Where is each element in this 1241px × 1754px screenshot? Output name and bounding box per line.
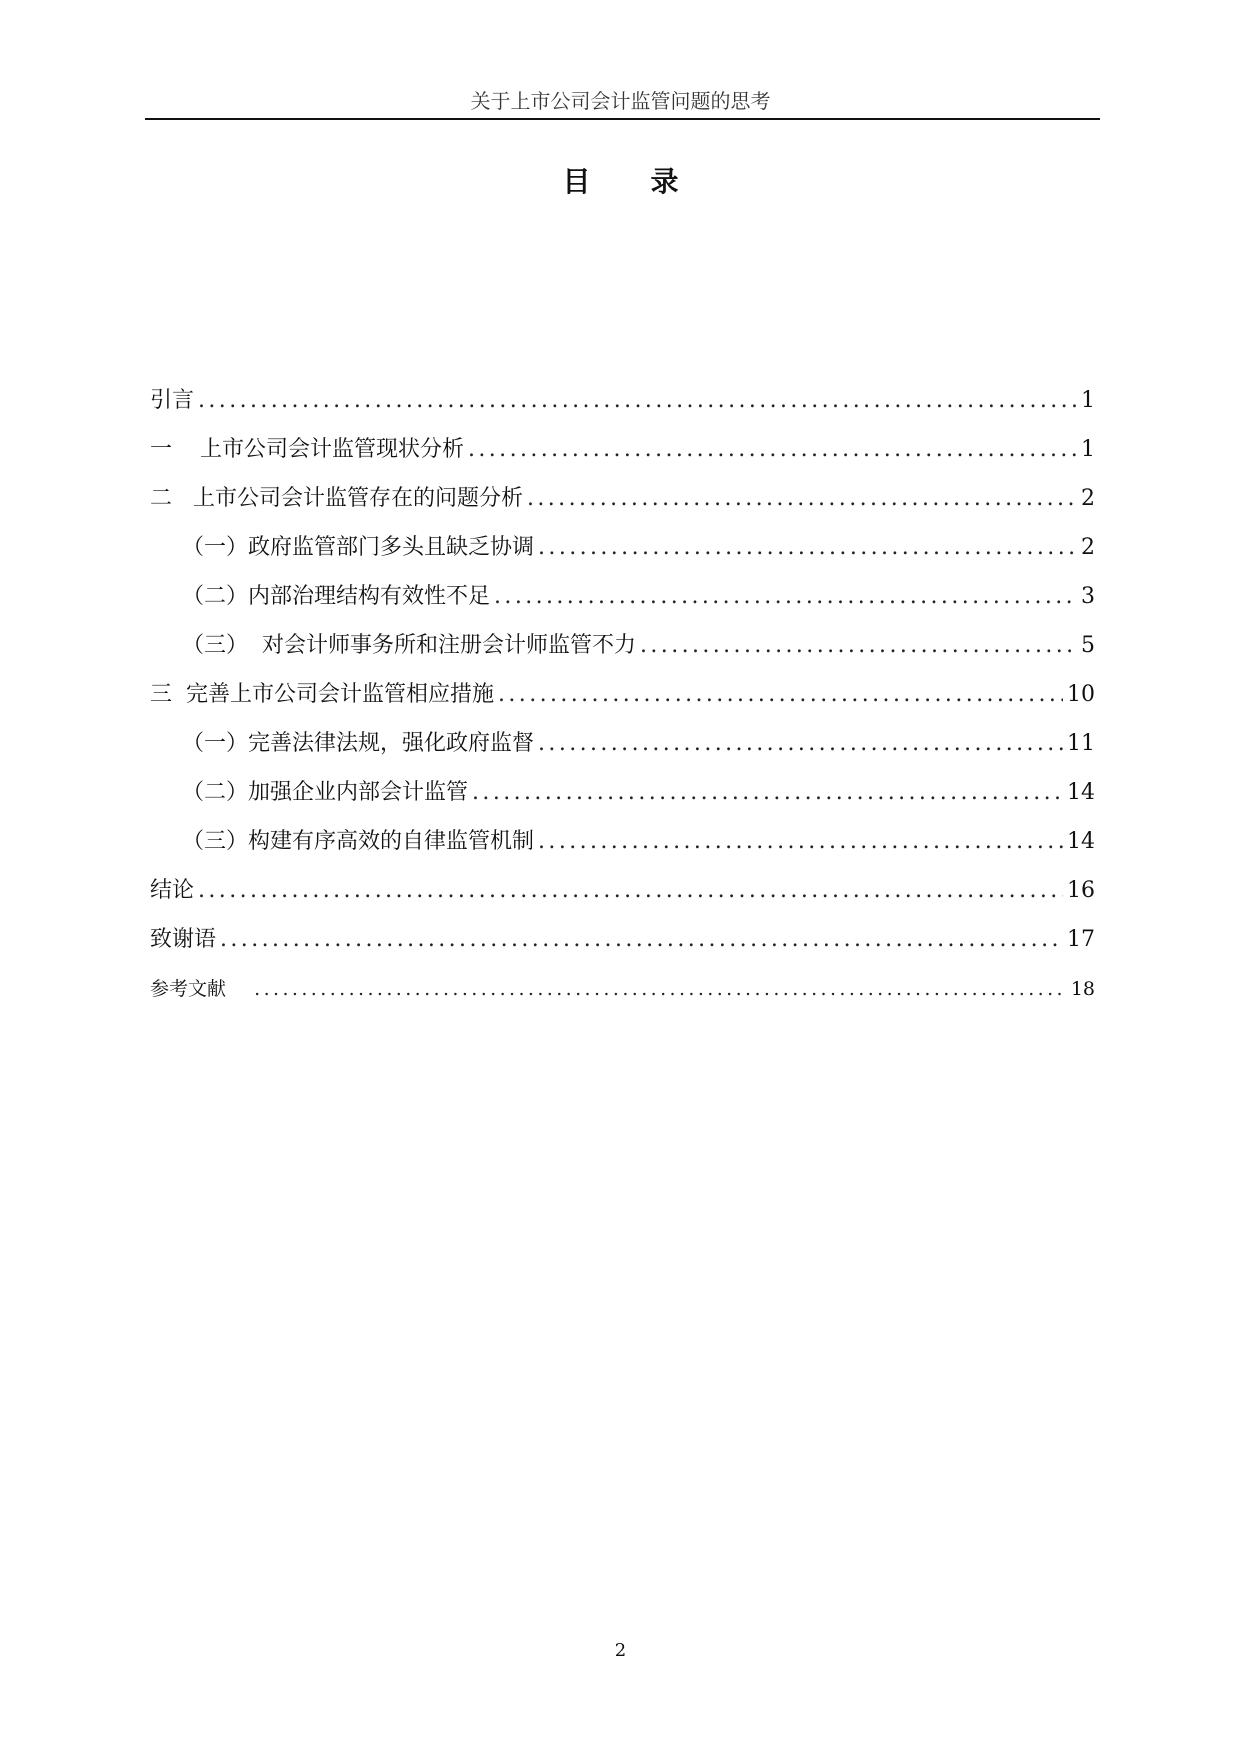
toc-entry-section-3-1[interactable] — [150, 729, 1095, 778]
toc-entry-label: 构建有序高效的自律监管机制 — [248, 829, 535, 854]
toc-entry-page: 10 — [1067, 682, 1095, 707]
dot-leader — [198, 386, 1077, 416]
running-header: 关于上市公司会计监管问题的思考 — [470, 89, 771, 113]
toc-entry-label: 上市公司会计监管现状分析 — [199, 437, 464, 462]
toc-entry-number: 三 — [150, 682, 186, 707]
toc-entry-page: 14 — [1067, 780, 1095, 805]
dot-leader — [498, 680, 1063, 710]
toc-entry-page: 11 — [1067, 731, 1095, 756]
toc-entry-section-2-1[interactable] — [150, 533, 1095, 582]
dot-leader — [640, 631, 1077, 661]
dot-leader — [220, 925, 1063, 955]
toc-entry-number: （一） — [182, 535, 249, 560]
toc-entry-page: 3 — [1081, 584, 1095, 609]
dot-leader — [538, 533, 1077, 563]
toc-entry-label: 完善法律法规，强化政府监督 — [248, 731, 535, 756]
toc-entry-label: 致谢语 — [150, 927, 217, 952]
toc-entry-section-3[interactable] — [150, 680, 1095, 729]
toc-entry-page: 2 — [1081, 535, 1095, 560]
toc-entry-section-2-2[interactable] — [150, 582, 1095, 631]
page-number: 2 — [614, 1640, 627, 1661]
toc-entry-section-3-3[interactable] — [150, 827, 1095, 876]
toc-entry-section-3-2[interactable] — [150, 778, 1095, 827]
toc-entry-acknowledgements[interactable] — [150, 925, 1095, 974]
toc-entry-section-2-3[interactable] — [150, 631, 1095, 680]
toc-entry-number: （一） — [182, 731, 249, 756]
toc-entry-references[interactable] — [150, 974, 1095, 1023]
toc-entry-page: 1 — [1081, 437, 1095, 462]
dot-leader — [494, 582, 1077, 612]
toc-entry-number: （三） — [182, 633, 262, 658]
toc-entry-number: （三） — [182, 829, 249, 854]
header-rule — [145, 118, 1100, 120]
toc-entry-label: 上市公司会计监管存在的问题分析 — [192, 486, 523, 511]
page-title: 目录 — [562, 165, 739, 198]
toc-entry-label: 参考文献 — [150, 978, 251, 1000]
toc-entry-label: 结论 — [150, 878, 195, 903]
dot-leader — [527, 484, 1077, 514]
toc-entry-label: 引言 — [150, 388, 195, 413]
toc-entry-number: （二） — [182, 584, 249, 609]
toc-entry-number: 二 — [150, 486, 193, 511]
toc-entry-number: （二） — [182, 780, 249, 805]
toc-entry-label: 政府监管部门多头且缺乏协调 — [248, 535, 535, 560]
toc-entry-number: 一 — [150, 437, 200, 462]
dot-leader — [538, 827, 1063, 857]
toc-entry-page: 16 — [1067, 878, 1095, 903]
toc-entry-label: 内部治理结构有效性不足 — [248, 584, 491, 609]
toc-entry-page: 17 — [1067, 927, 1095, 952]
toc-entry-section-2[interactable] — [150, 484, 1095, 533]
toc-entry-page: 18 — [1070, 978, 1095, 1000]
toc-entry-conclusion[interactable] — [150, 876, 1095, 925]
table-of-contents — [150, 386, 1095, 1023]
toc-entry-page: 14 — [1067, 829, 1095, 854]
toc-entry-introduction[interactable] — [150, 386, 1095, 435]
toc-entry-label: 完善上市公司会计监管相应措施 — [186, 682, 495, 707]
dot-leader — [538, 729, 1063, 759]
toc-entry-page: 1 — [1081, 388, 1095, 413]
dot-leader — [254, 974, 1067, 1004]
dot-leader — [198, 876, 1063, 906]
toc-entry-page: 2 — [1081, 486, 1095, 511]
toc-entry-label: 加强企业内部会计监管 — [248, 780, 469, 805]
toc-entry-page: 5 — [1081, 633, 1095, 658]
toc-entry-label: 对会计师事务所和注册会计师监管不力 — [262, 633, 637, 658]
dot-leader — [472, 778, 1063, 808]
dot-leader — [468, 435, 1077, 465]
toc-entry-section-1[interactable] — [150, 435, 1095, 484]
